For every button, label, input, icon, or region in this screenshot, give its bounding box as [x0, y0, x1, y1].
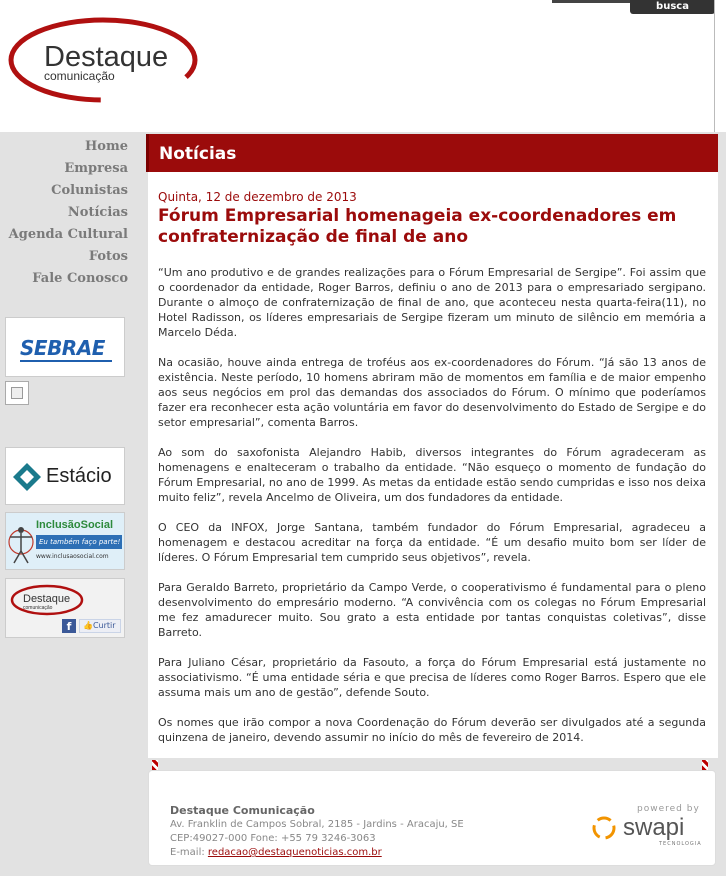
inclusao-social-tagline: Eu também faço parte! [36, 535, 122, 549]
article-paragraph: Para Juliano César, proprietário da Fasouto, a força do Fórum Empresarial está justamente no associativismo. “É uma entidade séria e que precisa de líderes como Roger Barros. Espero que ele assuma mais um ano de gestão”, defende Souto. [158, 656, 706, 699]
inclusao-social-banner[interactable] [5, 512, 125, 570]
divider [714, 0, 715, 132]
left-sidebar [0, 132, 142, 876]
nav-item-agenda-cultural[interactable]: Agenda Cultural [8, 227, 128, 242]
thumbs-up-icon: 👍 [83, 621, 93, 630]
sebrae-banner[interactable] [5, 317, 125, 377]
sebrae-logo-text: SEBRAE [20, 336, 105, 360]
footer-cep-fone: CEP:49027-000 Fone: +55 79 3246-3063 [170, 833, 376, 844]
nav-item-fale-conosco[interactable]: Fale Conosco [32, 271, 128, 286]
nav-item-fotos[interactable]: Fotos [88, 249, 128, 264]
article-paragraph: O CEO da INFOX, Jorge Santana, também fundador do Fórum Empresarial, agradeceu a homenagem e destacou acreditar na força da entidade. “É um desafio muito bom ser líder de líderes. O Fórum Empresarial tem cumprido seus objetivos”, revela. [158, 521, 706, 564]
swapi-logo-icon [589, 813, 619, 843]
destaque-small-logo [10, 583, 84, 617]
inclusao-social-title: InclusãoSocial [36, 519, 114, 531]
nav-item-home[interactable]: Home [85, 139, 128, 154]
main-nav [0, 132, 142, 290]
nav-item-colunistas[interactable]: Colunistas [51, 183, 128, 198]
logo-text: Destaque [44, 41, 169, 73]
inclusao-social-url: www.inclusaosocial.com [36, 553, 109, 560]
article-paragraph: Ao som do saxofonista Alejandro Habib, diversos integrantes do Fórum agradeceram as homenagens e enalteceram o trabalho da entidade. “Não esqueço o momento de fundação do Fórum Empresarial, no ano de 1999. As metas da entidade estão sendo cumpridas e isso nos deixa muito feliz”, revela Ancelmo de Oliveira, um dos fundadores da entidade. [158, 446, 706, 504]
facebook-like-button[interactable] [79, 619, 121, 633]
sebrae-underline [20, 360, 112, 362]
destaque-small-logo-subtext: comunicação [23, 605, 53, 611]
footer-company: Destaque Comunicação [170, 804, 315, 817]
footer-email-label: E-mail: [170, 847, 208, 858]
estacio-logo-text: Estácio [46, 465, 112, 487]
article-panel [148, 172, 718, 758]
powered-by-label: powered by [637, 804, 700, 814]
site-footer [148, 770, 716, 866]
article-paragraph: Para Geraldo Barreto, proprietário da Campo Verde, o cooperativismo é fundamental para o pleno desenvolvimento do empresário moderno. “A convivência com os colegas no Fórum Empresarial me fez amadurecer muito. Sou grato a esta entidade por tantas conquistas coletivas”, disse Barreto. [158, 581, 706, 639]
logo-subtext: comunicação [44, 69, 115, 83]
article-headline: Fórum Empresarial homenageia ex-coordenadores em confraternização de final de ano [158, 206, 677, 247]
section-title-bar [146, 134, 718, 172]
swapi-brand-sub: TECNOLOGIA [659, 841, 702, 847]
nav-item-noticias[interactable]: Notícias [67, 205, 128, 220]
article-paragraph: “Um ano produtivo e de grandes realizações para o Fórum Empresarial de Sergipe”. Foi assim que o coordenador da entidade, Roger Barros, definiu o ano de 2013 para o empresariado sergipano. Durante o almoço de confraternização de final de ano, que aconteceu nesta quarta-feira(11), no Hotel Radisson, os líderes empresariais de Sergipe fizeram um minuto de silêncio em memória a Marcelo Déda. [158, 266, 706, 339]
estacio-icon [12, 462, 42, 492]
like-button-label: Curtir [92, 621, 116, 630]
article-paragraph: Na ocasião, houve ainda entrega de troféus aos ex-coordenadores do Fórum. “Já são 13 anos de existência. Neste período, 10 homens abriram mão de momentos em família e de maior empenho aos seus negócios em prol das demandas dos associados do Fórum. O mínimo que poderíamos fazer era reconhecer esta ação voluntária em favor do desenvolvimento do Estado de Sergipe e do setor empresarial”, comenta Barros. [158, 356, 706, 429]
section-title: Notícias [159, 144, 237, 164]
destaque-small-logo-text: Destaque [23, 593, 71, 605]
destaque-facebook-banner[interactable] [5, 578, 125, 638]
article-body [158, 265, 706, 760]
broken-image-icon [5, 381, 29, 405]
footer-email-row [170, 846, 382, 860]
vitruvian-figure-icon [8, 517, 34, 567]
nav-item-empresa[interactable]: Empresa [64, 161, 128, 176]
footer-email-link[interactable]: redacao@destaquenoticias.com.br [207, 847, 382, 858]
search-button[interactable]: busca [630, 0, 715, 14]
article-paragraph: Os nomes que irão compor a nova Coordenação do Fórum deverão ser divulgados até a segunda quinzena de janeiro, devendo assumir no início do mês de fevereiro de 2014. [158, 716, 706, 744]
estacio-banner[interactable] [5, 447, 125, 505]
site-header [0, 0, 726, 132]
main-area [142, 132, 726, 876]
facebook-icon[interactable]: f [62, 619, 76, 633]
article-date: Quinta, 12 de dezembro de 2013 [158, 190, 357, 204]
swapi-brand[interactable]: swapi [623, 814, 685, 841]
search-bar-line [552, 0, 630, 4]
site-logo[interactable] [8, 14, 198, 106]
footer-address: Av. Franklin de Campos Sobral, 2185 - Jardins - Aracaju, SE [170, 819, 464, 830]
